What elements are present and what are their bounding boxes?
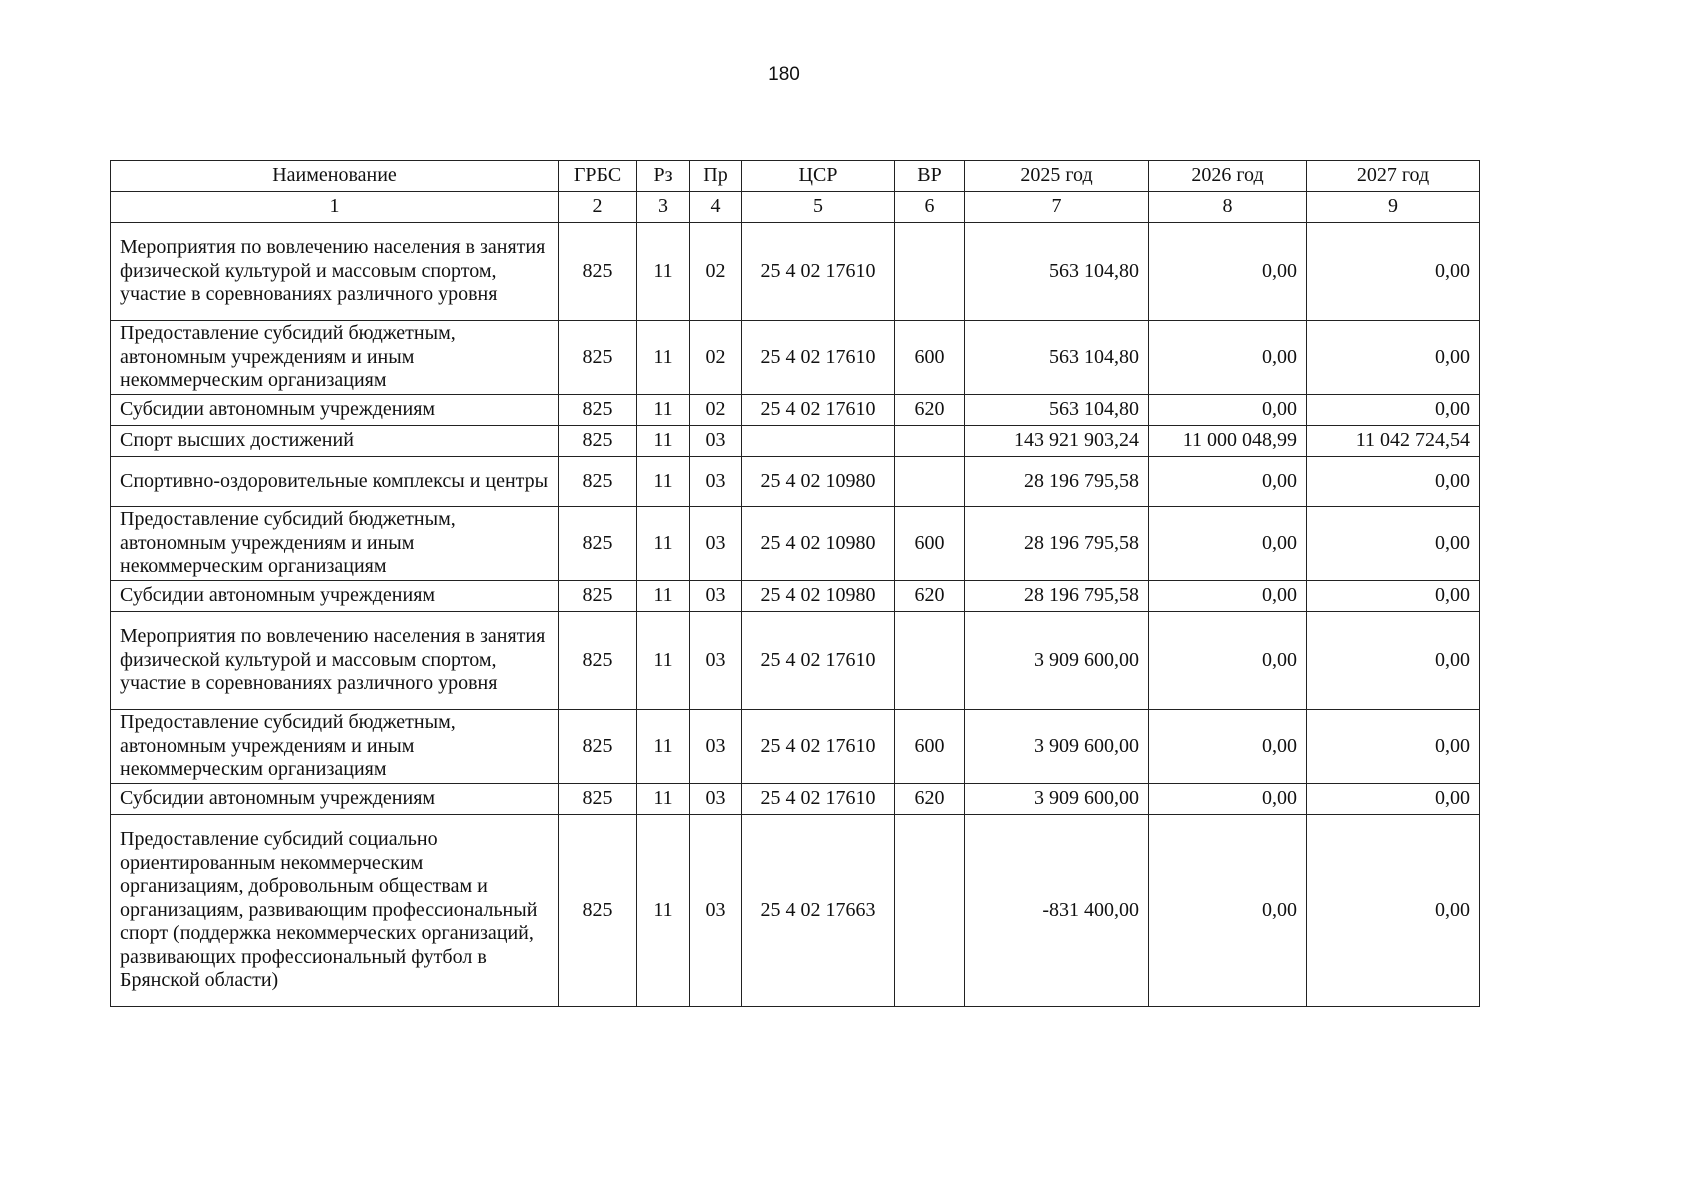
cell-rz: 11	[637, 223, 690, 321]
cell-2025: 3 909 600,00	[965, 612, 1149, 710]
column-number-cell: 7	[965, 192, 1149, 223]
cell-csr: 25 4 02 17610	[742, 612, 895, 710]
cell-2026: 0,00	[1149, 457, 1307, 507]
header-cell: Рз	[637, 161, 690, 192]
header-cell: 2026 год	[1149, 161, 1307, 192]
cell-grbs: 825	[559, 223, 637, 321]
cell-vr	[895, 612, 965, 710]
header-row	[111, 161, 1480, 192]
cell-name: Мероприятия по вовлечению населения в занятия физической культурой и массовым спортом, участие в соревнованиях различного уровня	[111, 223, 559, 321]
cell-2025: 563 104,80	[965, 321, 1149, 395]
cell-name: Субсидии автономным учреждениям	[111, 395, 559, 426]
cell-csr: 25 4 02 17610	[742, 784, 895, 815]
table-row	[111, 321, 1480, 395]
budget-table	[110, 160, 1480, 1007]
table-row	[111, 395, 1480, 426]
cell-name: Спорт высших достижений	[111, 426, 559, 457]
cell-grbs: 825	[559, 395, 637, 426]
cell-rz: 11	[637, 612, 690, 710]
cell-vr: 600	[895, 507, 965, 581]
cell-2027: 0,00	[1307, 457, 1480, 507]
cell-2025: -831 400,00	[965, 815, 1149, 1007]
cell-2026: 0,00	[1149, 507, 1307, 581]
cell-grbs: 825	[559, 507, 637, 581]
cell-pr: 03	[690, 507, 742, 581]
cell-2026: 0,00	[1149, 815, 1307, 1007]
cell-2025: 28 196 795,58	[965, 507, 1149, 581]
cell-csr: 25 4 02 10980	[742, 507, 895, 581]
cell-name: Предоставление субсидий бюджетным, автономным учреждениям и иным некоммерческим организациям	[111, 710, 559, 784]
cell-2027: 0,00	[1307, 321, 1480, 395]
cell-pr: 03	[690, 815, 742, 1007]
cell-grbs: 825	[559, 815, 637, 1007]
page-number: 180	[768, 64, 800, 85]
cell-csr: 25 4 02 10980	[742, 581, 895, 612]
cell-vr	[895, 457, 965, 507]
cell-2026: 0,00	[1149, 784, 1307, 815]
cell-name: Предоставление субсидий бюджетным, автономным учреждениям и иным некоммерческим организациям	[111, 321, 559, 395]
cell-csr	[742, 426, 895, 457]
cell-csr: 25 4 02 17663	[742, 815, 895, 1007]
cell-grbs: 825	[559, 581, 637, 612]
cell-grbs: 825	[559, 710, 637, 784]
cell-grbs: 825	[559, 426, 637, 457]
cell-rz: 11	[637, 321, 690, 395]
table-row	[111, 457, 1480, 507]
cell-grbs: 825	[559, 612, 637, 710]
cell-pr: 02	[690, 395, 742, 426]
cell-2027: 0,00	[1307, 507, 1480, 581]
cell-2025: 143 921 903,24	[965, 426, 1149, 457]
cell-grbs: 825	[559, 321, 637, 395]
header-cell: ЦСР	[742, 161, 895, 192]
table-row	[111, 581, 1480, 612]
cell-2026: 11 000 048,99	[1149, 426, 1307, 457]
column-number-cell: 9	[1307, 192, 1480, 223]
table-row	[111, 710, 1480, 784]
header-cell: Наименование	[111, 161, 559, 192]
header-cell: Пр	[690, 161, 742, 192]
cell-rz: 11	[637, 710, 690, 784]
cell-vr	[895, 426, 965, 457]
cell-2025: 3 909 600,00	[965, 784, 1149, 815]
cell-rz: 11	[637, 581, 690, 612]
cell-rz: 11	[637, 815, 690, 1007]
column-number-cell: 4	[690, 192, 742, 223]
cell-grbs: 825	[559, 457, 637, 507]
cell-2027: 0,00	[1307, 710, 1480, 784]
cell-pr: 03	[690, 784, 742, 815]
cell-2026: 0,00	[1149, 223, 1307, 321]
cell-vr: 620	[895, 784, 965, 815]
cell-name: Спортивно-оздоровительные комплексы и центры	[111, 457, 559, 507]
cell-2025: 563 104,80	[965, 395, 1149, 426]
cell-rz: 11	[637, 457, 690, 507]
cell-name: Мероприятия по вовлечению населения в занятия физической культурой и массовым спортом, участие в соревнованиях различного уровня	[111, 612, 559, 710]
cell-2027: 0,00	[1307, 223, 1480, 321]
cell-vr: 620	[895, 581, 965, 612]
cell-pr: 03	[690, 426, 742, 457]
cell-pr: 02	[690, 321, 742, 395]
header-cell: 2025 год	[965, 161, 1149, 192]
cell-csr: 25 4 02 10980	[742, 457, 895, 507]
column-number-cell: 6	[895, 192, 965, 223]
cell-pr: 03	[690, 612, 742, 710]
cell-2025: 28 196 795,58	[965, 581, 1149, 612]
cell-2026: 0,00	[1149, 581, 1307, 612]
header-cell: ГРБС	[559, 161, 637, 192]
cell-2026: 0,00	[1149, 710, 1307, 784]
cell-rz: 11	[637, 395, 690, 426]
header-cell: ВР	[895, 161, 965, 192]
cell-vr	[895, 815, 965, 1007]
cell-pr: 03	[690, 581, 742, 612]
cell-csr: 25 4 02 17610	[742, 321, 895, 395]
cell-vr: 600	[895, 710, 965, 784]
table-row	[111, 815, 1480, 1007]
column-number-cell: 1	[111, 192, 559, 223]
cell-csr: 25 4 02 17610	[742, 223, 895, 321]
cell-2025: 563 104,80	[965, 223, 1149, 321]
cell-2027: 0,00	[1307, 815, 1480, 1007]
cell-pr: 02	[690, 223, 742, 321]
header-cell: 2027 год	[1307, 161, 1480, 192]
cell-2026: 0,00	[1149, 612, 1307, 710]
table-row	[111, 507, 1480, 581]
cell-rz: 11	[637, 784, 690, 815]
table-row	[111, 426, 1480, 457]
cell-2025: 28 196 795,58	[965, 457, 1149, 507]
table-row	[111, 223, 1480, 321]
column-number-cell: 5	[742, 192, 895, 223]
cell-csr: 25 4 02 17610	[742, 395, 895, 426]
cell-name: Предоставление субсидий социально ориентированным некоммерческим организациям, добровольным обществам и организациям, развивающим профессиональный спорт (поддержка некоммерческих организаций, развивающих профессиональный футбол в Брянской области)	[111, 815, 559, 1007]
cell-2026: 0,00	[1149, 321, 1307, 395]
cell-2026: 0,00	[1149, 395, 1307, 426]
cell-2027: 0,00	[1307, 395, 1480, 426]
cell-2027: 0,00	[1307, 581, 1480, 612]
cell-grbs: 825	[559, 784, 637, 815]
column-number-row	[111, 192, 1480, 223]
cell-2027: 0,00	[1307, 612, 1480, 710]
column-number-cell: 2	[559, 192, 637, 223]
cell-rz: 11	[637, 426, 690, 457]
cell-name: Субсидии автономным учреждениям	[111, 784, 559, 815]
cell-vr: 620	[895, 395, 965, 426]
cell-vr	[895, 223, 965, 321]
cell-name: Предоставление субсидий бюджетным, автономным учреждениям и иным некоммерческим организациям	[111, 507, 559, 581]
cell-pr: 03	[690, 457, 742, 507]
cell-vr: 600	[895, 321, 965, 395]
cell-2027: 0,00	[1307, 784, 1480, 815]
cell-2027: 11 042 724,54	[1307, 426, 1480, 457]
table-row	[111, 612, 1480, 710]
table-row	[111, 784, 1480, 815]
cell-name: Субсидии автономным учреждениям	[111, 581, 559, 612]
column-number-cell: 3	[637, 192, 690, 223]
cell-2025: 3 909 600,00	[965, 710, 1149, 784]
cell-pr: 03	[690, 710, 742, 784]
cell-rz: 11	[637, 507, 690, 581]
cell-csr: 25 4 02 17610	[742, 710, 895, 784]
column-number-cell: 8	[1149, 192, 1307, 223]
